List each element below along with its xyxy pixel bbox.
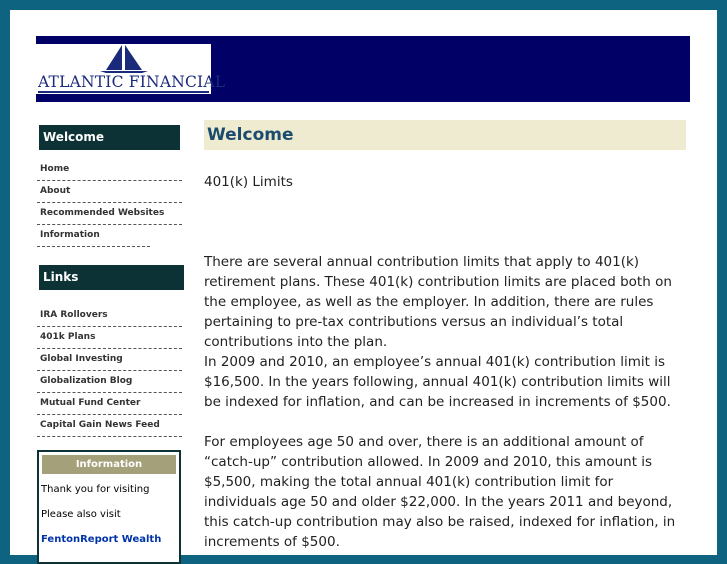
- logo-underline: [38, 91, 209, 93]
- page-title: Welcome: [204, 120, 686, 150]
- sidebar-menu: [37, 159, 184, 247]
- link-capital-gain-news-feed[interactable]: Capital Gain News Feed: [37, 415, 182, 437]
- header-banner: [36, 36, 690, 102]
- information-box-text: Please also visit: [41, 509, 121, 520]
- link-mutual-fund-center[interactable]: Mutual Fund Center: [37, 393, 182, 415]
- article-paragraph: For employees age 50 and over, there is an additional amount of “catch-up” contribution allowed. In 2009 and 2010, this amount is $5,500, making the total annual 401(k) contribution limit for individuals age 50 and older $22,000. In the years 2011 and beyond, this catch-up contribution may also be raised, indexed for inflation, in increments of $500.: [204, 434, 676, 550]
- sidebar-welcome-heading: Welcome: [37, 125, 180, 150]
- article-paragraph: There are several annual contribution limits that apply to 401(k) retirement plans. These 401(k) contribution limits are placed both on the employee, as well as the employer. In addition, there are rules pertaining to pre-tax contributions versus an individual’s total contributions into the plan.: [204, 254, 672, 350]
- page: [10, 10, 717, 555]
- link-ira-rollovers[interactable]: IRA Rollovers: [37, 305, 182, 327]
- article-paragraph: In 2009 and 2010, an employee’s annual 401(k) contribution limit is $16,500. In the years following, annual 401(k) contribution limits will be indexed for inflation, and can be increased in increments of $500.: [204, 354, 671, 410]
- fentonreport-wealth-link[interactable]: FentonReport Wealth: [41, 534, 162, 545]
- link-401k-plans[interactable]: 401k Plans: [37, 327, 182, 349]
- sailboat-icon: [98, 44, 150, 74]
- site-logo[interactable]: [36, 44, 226, 94]
- sidebar-item-about[interactable]: About: [37, 181, 182, 203]
- links-menu: [37, 305, 184, 437]
- information-box-heading: Information: [42, 455, 176, 474]
- sidebar-item-information[interactable]: Information: [37, 225, 150, 247]
- link-global-investing[interactable]: Global Investing: [37, 349, 182, 371]
- main-content: [204, 120, 686, 550]
- article-subtitle: 401(k) Limits: [204, 174, 293, 190]
- sidebar-item-home[interactable]: Home: [37, 159, 182, 181]
- brand-name: ATLANTIC FINANCIAL: [38, 73, 226, 91]
- link-globalization-blog[interactable]: Globalization Blog: [37, 371, 182, 393]
- information-box-text: Thank you for visiting: [41, 484, 150, 495]
- information-box: [37, 450, 181, 564]
- sidebar-links-heading: Links: [37, 265, 184, 290]
- sidebar-item-recommended-websites[interactable]: Recommended Websites: [37, 203, 182, 225]
